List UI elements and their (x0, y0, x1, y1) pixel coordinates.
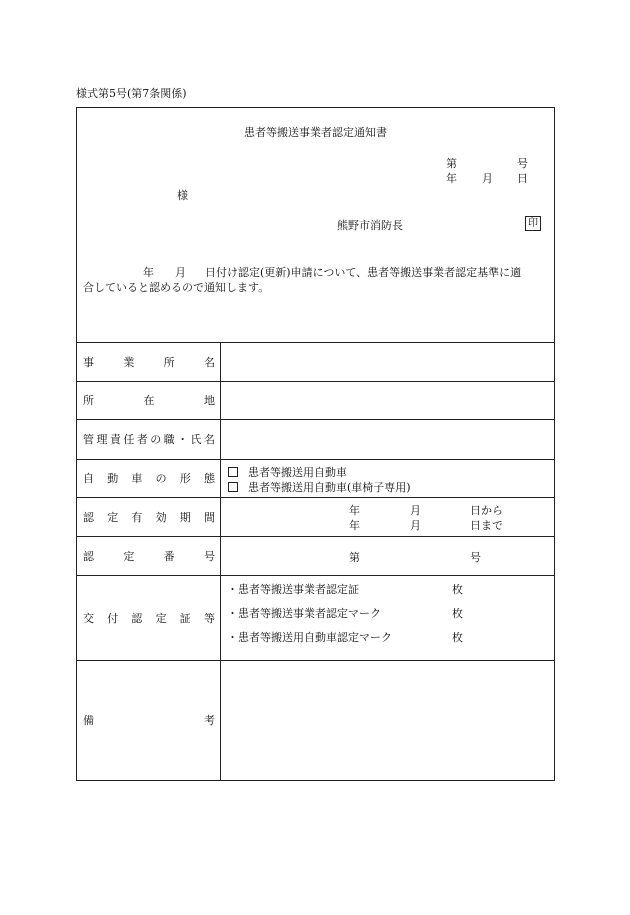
checkbox-icon[interactable] (228, 467, 238, 477)
validity-end-year: 年 (349, 519, 360, 532)
form-number-label: 様式第5号(第7条関係) (76, 87, 187, 100)
cert-number-label: 認定番号 (83, 549, 215, 563)
issued-certs-label: 交付認定証等 (83, 611, 215, 625)
document-title: 患者等搬送事業者認定通知書 (244, 126, 387, 139)
number-prefix: 第 (446, 157, 457, 170)
body-year: 年 (143, 266, 154, 279)
cert-item-certificate-unit: 枚 (452, 583, 463, 596)
notification-form (76, 107, 555, 781)
validity-start-year: 年 (349, 504, 360, 517)
cert-item-business-mark: ・患者等搬送事業者認定マーク (227, 607, 381, 620)
checkbox-icon[interactable] (228, 482, 238, 492)
number-suffix: 号 (517, 157, 528, 170)
date-day: 日 (517, 172, 528, 185)
date-year: 年 (446, 172, 457, 185)
body-line1: 日付け認定(更新)申請について、患者等搬送事業者認定基準に適 (205, 266, 522, 279)
date-month: 月 (482, 172, 493, 185)
remarks-label: 備考 (83, 714, 215, 727)
location-field[interactable] (221, 382, 555, 419)
location-label: 所在地 (83, 394, 215, 407)
cert-number-prefix: 第 (349, 551, 360, 564)
vehicle-option-wheelchair[interactable]: 患者等搬送用自動車(車椅子専用) (228, 479, 411, 495)
validity-start-day: 日から (470, 504, 503, 517)
seal-mark: 印 (525, 216, 541, 231)
cert-item-business-mark-unit: 枚 (452, 607, 463, 620)
cert-number-suffix: 号 (470, 551, 481, 564)
business-name-label: 事業所名 (83, 355, 215, 369)
addressee-suffix: 様 (177, 189, 188, 202)
manager-field[interactable] (221, 420, 555, 459)
validity-start-month: 月 (410, 504, 421, 517)
vehicle-option-standard[interactable]: 患者等搬送用自動車 (228, 464, 347, 480)
cert-item-certificate: ・患者等搬送事業者認定証 (227, 583, 359, 596)
cert-item-vehicle-mark: ・患者等搬送用自動車認定マーク (227, 631, 392, 644)
issuer-name: 熊野市消防長 (337, 219, 403, 232)
notification-body (83, 265, 549, 295)
vehicle-type-label: 自動車の形態 (83, 472, 215, 485)
business-name-field[interactable] (221, 343, 555, 381)
validity-end-day: 日まで (470, 519, 503, 532)
validity-end-month: 月 (410, 519, 421, 532)
manager-label: 管理責任者の職・氏名 (83, 433, 215, 446)
validity-label: 認定有効期間 (83, 510, 215, 524)
remarks-field[interactable] (221, 661, 555, 780)
body-month: 月 (175, 266, 186, 279)
body-line2: 合していると認めるので通知します。 (83, 281, 270, 294)
cert-item-vehicle-mark-unit: 枚 (452, 631, 463, 644)
